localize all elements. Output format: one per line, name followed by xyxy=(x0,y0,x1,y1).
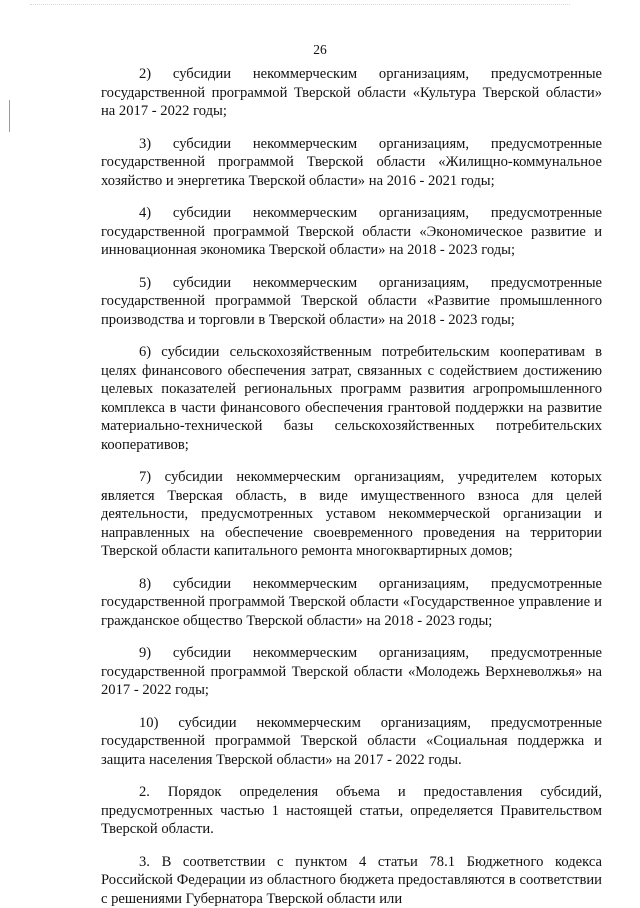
paragraph-item-8: 8) субсидии некоммерческим организациям, предусмотренные государственной программой Тверской области «Государственное управление и гражданское общество Тверской области» на 2018 - 2023 годы; xyxy=(101,575,602,631)
paragraph-part-2: 2. Порядок определения объема и предоставления субсидий, предусмотренных частью 1 настоящей статьи, определяется Правительством Тверской области. xyxy=(101,783,602,839)
paragraph-item-9: 9) субсидии некоммерческим организациям, предусмотренные государственной программой Тверской области «Молодежь Верхневолжья» на 2017 - 2022 годы; xyxy=(101,644,602,700)
paragraph-item-4: 4) субсидии некоммерческим организациям, предусмотренные государственной программой Тверской области «Экономическое развитие и инновационная экономика Тверской области» на 2018 - 2023 годы; xyxy=(101,204,602,260)
scan-artifact-top xyxy=(30,4,570,7)
paragraph-item-2: 2) субсидии некоммерческим организациям, предусмотренные государственной программой Тверской области «Культура Тверской области» на 2017 - 2022 годы; xyxy=(101,65,602,121)
paragraph-item-7: 7) субсидии некоммерческим организациям, учредителем которых является Тверская область, в виде имущественного взноса для целей деятельности, предусмотренных уставом некоммерческой организации и направленных на обеспечение своевременного проведения на территории Тверской области капитального ремонта многоквартирных домов; xyxy=(101,468,602,561)
paragraph-part-3: 3. В соответствии с пунктом 4 статьи 78.1 Бюджетного кодекса Российской Федерации из областного бюджета предоставляются в соответствии с решениями Губернатора Тверской области или xyxy=(101,853,602,908)
paragraph-item-6: 6) субсидии сельскохозяйственным потребительским кооперативам в целях финансового обеспечения затрат, связанных с содействием достижению целевых показателей региональных программ развития агропромышленного комплекса в части финансового обеспечения грантовой поддержки на развитие материально-технической базы сельскохозяйственных потребительских кооперативов; xyxy=(101,343,602,454)
paragraph-item-3: 3) субсидии некоммерческим организациям, предусмотренные государственной программой Тверской области «Жилищно-коммунальное хозяйство и энергетика Тверской области» на 2016 - 2021 годы; xyxy=(101,135,602,191)
margin-mark xyxy=(9,100,10,132)
document-body xyxy=(101,65,602,908)
page-number: 26 xyxy=(0,42,640,58)
paragraph-item-5: 5) субсидии некоммерческим организациям, предусмотренные государственной программой Тверской области «Развитие промышленного производства и торговли в Тверской области» на 2018 - 2023 годы; xyxy=(101,274,602,330)
paragraph-item-10: 10) субсидии некоммерческим организациям, предусмотренные государственной программой Тверской области «Социальная поддержка и защита населения Тверской области» на 2017 - 2022 годы. xyxy=(101,714,602,770)
